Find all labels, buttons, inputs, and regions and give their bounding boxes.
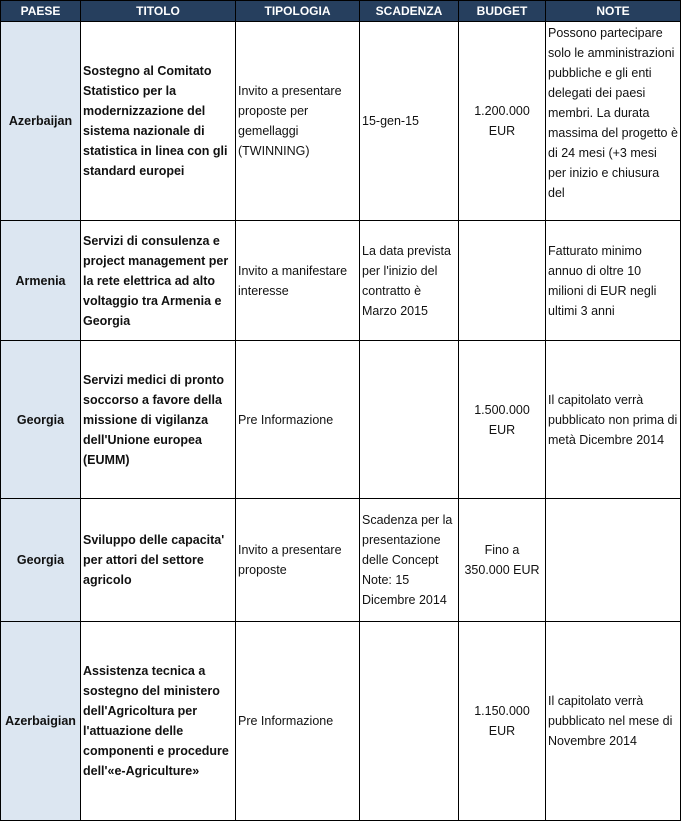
table-row [1,499,681,622]
table-row [1,341,681,499]
cell-titolo: Sostegno al Comitato Statistico per la modernizzazione del sistema nazionale di statistica in linea con gli standard europei [81,22,236,221]
cell-budget: Fino a 350.000 EUR [459,499,546,622]
cell-titolo: Servizi di consulenza e project management per la rete elettrica ad alto voltaggio tra Armenia e Georgia [81,221,236,341]
cell-scadenza: La data prevista per l'inizio del contratto è Marzo 2015 [360,221,459,341]
cell-tipologia: Invito a presentare proposte [236,499,360,622]
cell-note [546,499,681,622]
cell-tipologia: Invito a presentare proposte per gemellaggi (TWINNING) [236,22,360,221]
cell-budget: 1.150.000 EUR [459,622,546,821]
header-note: NOTE [546,1,681,22]
cell-note: Il capitolato verrà pubblicato non prima di metà Dicembre 2014 [546,341,681,499]
cell-scadenza [360,341,459,499]
table-row [1,22,681,221]
table-row [1,221,681,341]
cell-paese: Azerbaijan [1,22,81,221]
cell-note [546,22,681,221]
header-titolo: TITOLO [81,1,236,22]
cell-budget [459,221,546,341]
header-paese: PAESE [1,1,81,22]
cell-scadenza [360,622,459,821]
header-row [1,1,681,22]
cell-note: Il capitolato verrà pubblicato nel mese di Novembre 2014 [546,622,681,821]
cell-paese: Georgia [1,341,81,499]
cell-paese: Azerbaigian [1,622,81,821]
note-text: Possono partecipare solo le amministrazioni pubbliche e gli enti delegati dei paesi membri. La durata massima del progetto è di 24 mesi (+3 mesi per inizio e chiusura del [548,26,678,200]
cell-titolo: Servizi medici di pronto soccorso a favore della missione di vigilanza dell'Unione europea (EUMM) [81,341,236,499]
cell-note: Fatturato minimo annuo di oltre 10 milioni di EUR negli ultimi 3 anni [546,221,681,341]
cell-budget: 1.200.000 EUR [459,22,546,221]
cell-paese: Armenia [1,221,81,341]
cell-titolo: Assistenza tecnica a sostegno del ministero dell'Agricoltura per l'attuazione delle componenti e procedure dell'«e-Agriculture» [81,622,236,821]
cell-scadenza: Scadenza per la presentazione delle Concept Note: 15 Dicembre 2014 [360,499,459,622]
cell-scadenza: 15-gen-15 [360,22,459,221]
header-tipologia: TIPOLOGIA [236,1,360,22]
cell-paese: Georgia [1,499,81,622]
cell-budget: 1.500.000 EUR [459,341,546,499]
header-scadenza: SCADENZA [360,1,459,22]
cell-titolo: Sviluppo delle capacita' per attori del settore agricolo [81,499,236,622]
cell-tipologia: Invito a manifestare interesse [236,221,360,341]
cell-tipologia: Pre Informazione [236,341,360,499]
header-budget: BUDGET [459,1,546,22]
table-row [1,622,681,821]
cell-tipologia: Pre Informazione [236,622,360,821]
